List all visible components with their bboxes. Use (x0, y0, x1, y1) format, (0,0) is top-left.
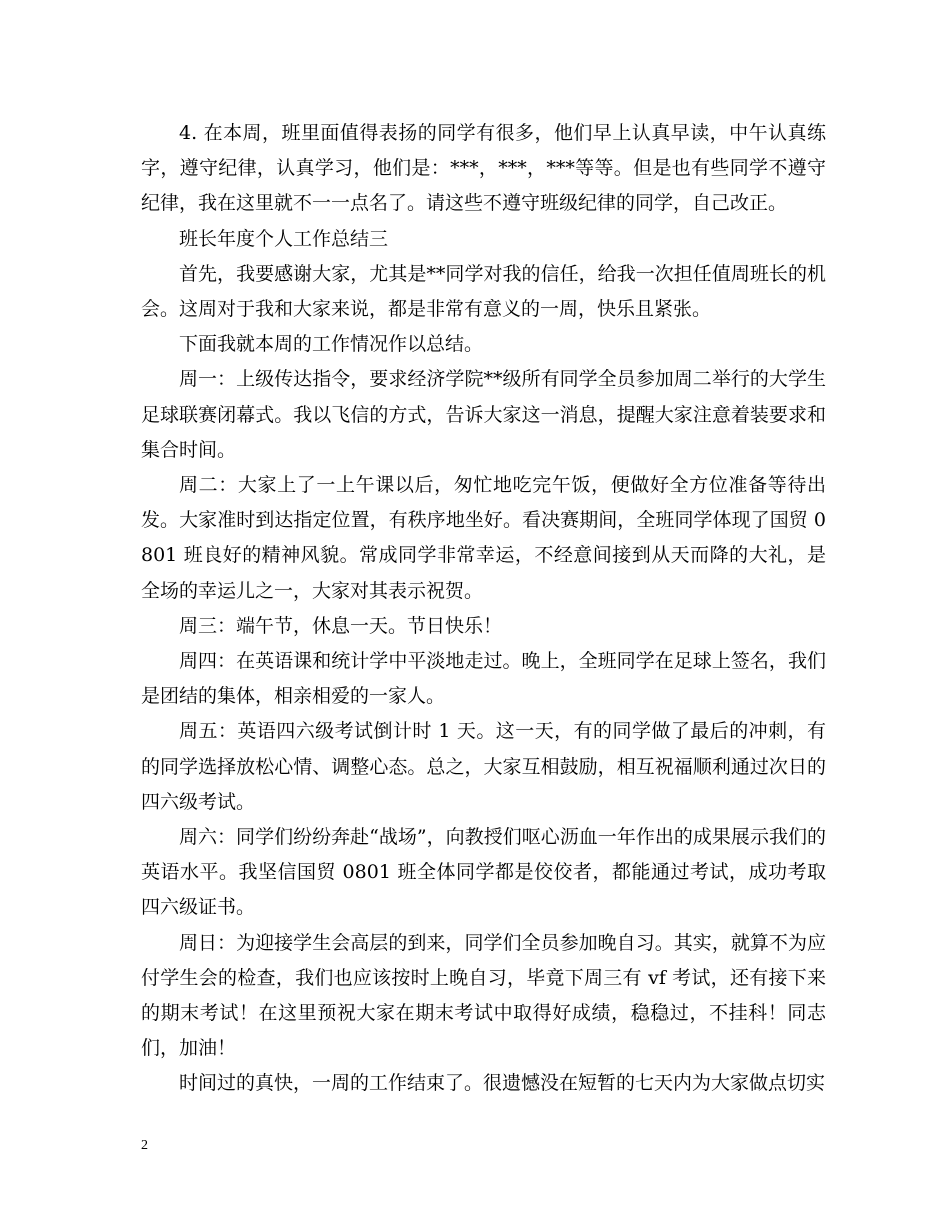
page-number: 2 (141, 1138, 148, 1153)
paragraph-monday: 周一：上级传达指令，要求经济学院**级所有同学全员参加周二举行的大学生足球联赛闭幕式。我以飞信的方式，告诉大家这一消息，提醒大家注意着装要求和集合时间。 (141, 368, 826, 461)
document-body (141, 116, 826, 1102)
paragraph-intro: 下面我就本周的工作情况作以总结。 (179, 333, 484, 356)
paragraph-tuesday: 周二：大家上了一上午课以后，匆忙地吃完午饭，便做好全方位准备等待出发。大家准时到达指定位置，有秩序地坐好。看决赛期间，全班同学体现了国贸 0801 班良好的精神风貌。常成同学非常幸运，不经意间接到从天而降的大礼，是全场的幸运儿之一，大家对其表示祝贺。 (141, 474, 826, 602)
paragraph-thursday: 周四：在英语课和统计学中平淡地走过。晚上，全班同学在足球上签名，我们是团结的集体，相亲相爱的一家人。 (141, 650, 826, 708)
paragraph-praise: 4. 在本周，班里面值得表扬的同学有很多，他们早上认真早读，中午认真练字，遵守纪律，认真学习，他们是：***，***，***等等。但是也有些同学不遵守纪律，我在这里就不一一点名了。请这些不遵守班级纪律的同学，自己改正。 (141, 122, 826, 215)
paragraph-wednesday: 周三：端午节，休息一天。节日快乐！ (179, 614, 503, 637)
paragraph-friday: 周五：英语四六级考试倒计时 1 天。这一天，有的同学做了最后的冲刺，有的同学选择放松心情、调整心态。总之，大家互相鼓励，相互祝福顺利通过次日的四六级考试。 (141, 720, 826, 813)
paragraph-saturday: 周六：同学们纷纷奔赴“战场”，向教授们呕心沥血一年作出的成果展示我们的英语水平。我坚信国贸 0801 班全体同学都是佼佼者，都能通过考试，成功考取四六级证书。 (141, 826, 826, 919)
paragraph-closing: 时间过的真快，一周的工作结束了。很遗憾没在短暂的七天内为大家做点切实 (179, 1072, 826, 1095)
paragraph-thanks: 首先，我要感谢大家，尤其是**同学对我的信任，给我一次担任值周班长的机会。这周对于我和大家来说，都是非常有意义的一周，快乐且紧张。 (141, 262, 826, 321)
paragraph-sunday: 周日：为迎接学生会高层的到来，同学们全员参加晚自习。其实，就算不为应付学生会的检查，我们也应该按时上晚自习，毕竟下周三有 vf 考试，还有接下来的期末考试！在这里预祝大家在期末考试中取得好成绩，稳稳过，不挂科！同志们，加油！ (141, 931, 826, 1060)
section-heading: 班长年度个人工作总结三 (179, 227, 389, 250)
